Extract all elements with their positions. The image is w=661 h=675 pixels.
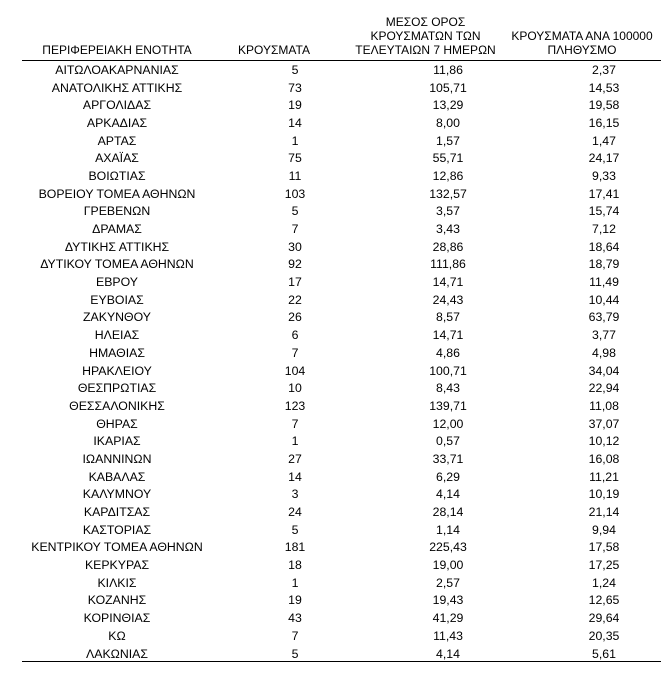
per100k-cell: 10,19 (588, 487, 620, 502)
region-cell: ΕΥΒΟΙΑΣ (90, 292, 144, 307)
table-row (22, 592, 661, 610)
avg7-cell: 2,57 (436, 575, 460, 590)
table-row (22, 450, 661, 468)
per100k-cell: 1,47 (592, 133, 616, 148)
per100k-cell: 5,61 (592, 646, 616, 661)
region-cell: ΔΥΤΙΚΗΣ ΑΤΤΙΚΗΣ (64, 239, 170, 254)
region-cell: ΙΩΑΝΝΙΝΩΝ (82, 451, 152, 466)
cases-cell: 7 (291, 416, 299, 431)
cases-cell: 1 (291, 133, 299, 148)
region-cell: ΗΡΑΚΛΕΙΟΥ (82, 363, 152, 378)
cases-cell: 22 (288, 292, 302, 307)
cases-cell: 19 (288, 593, 302, 608)
avg7-cell: 4,86 (436, 345, 460, 360)
region-cell: ΑΡΓΟΛΙΔΑΣ (82, 98, 152, 113)
avg7-cell: 19,43 (432, 593, 464, 608)
table-row (22, 79, 661, 97)
table-row (22, 556, 661, 574)
avg7-cell: 13,29 (432, 98, 464, 113)
avg7-cell: 41,29 (432, 611, 464, 626)
region-cell: ΓΡΕΒΕΝΩΝ (83, 204, 151, 219)
region-cell: ΘΕΣΠΡΩΤΙΑΣ (77, 381, 157, 396)
table-row (22, 379, 661, 397)
region-cell: ΒΟΡΕΙΟΥ ΤΟΜΕΑ ΑΘΗΝΩΝ (38, 186, 196, 201)
cases-cell: 1 (291, 434, 299, 449)
region-cell: ΗΜΑΘΙΑΣ (89, 345, 145, 360)
per100k-cell: 15,74 (588, 204, 620, 219)
cases-cell: 14 (288, 469, 302, 484)
table-row (22, 167, 661, 185)
cases-cell: 103 (284, 186, 306, 201)
region-cell: ΚΑΛΥΜΝΟΥ (82, 487, 152, 502)
per100k-cell: 10,44 (588, 292, 620, 307)
cases-cell: 11 (288, 168, 302, 183)
table-row (22, 539, 661, 557)
avg7-cell: 24,43 (432, 292, 464, 307)
per100k-cell: 12,65 (588, 593, 620, 608)
avg7-cell: 3,57 (436, 204, 460, 219)
per100k-cell: 19,58 (588, 98, 620, 113)
cases-cell: 75 (288, 151, 302, 166)
header-cases: ΚΡΟΥΣΜΑΤΑ (238, 43, 310, 57)
avg7-cell: 14,71 (432, 328, 464, 343)
avg7-cell: 6,29 (436, 469, 460, 484)
avg7-cell: 28,86 (432, 239, 464, 254)
per100k-cell: 16,08 (588, 451, 620, 466)
region-cell: ΚΙΛΚΙΣ (97, 575, 137, 590)
header-per-line-2: ΠΛΗΘΥΣΜΟ (547, 43, 617, 57)
cases-cell: 104 (284, 363, 306, 378)
per100k-cell: 11,21 (589, 469, 619, 484)
per100k-cell: 18,64 (588, 239, 620, 254)
table-row (22, 238, 661, 256)
per100k-cell: 3,77 (592, 328, 616, 343)
table-row (22, 291, 661, 309)
cases-cell: 14 (288, 115, 302, 130)
region-cell: ΔΥΤΙΚΟΥ ΤΟΜΕΑ ΑΘΗΝΩΝ (40, 257, 194, 272)
cases-cell: 1 (291, 575, 299, 590)
avg7-cell: 8,00 (436, 115, 460, 130)
table-row (22, 114, 661, 132)
cases-cell: 7 (291, 222, 299, 237)
table-row (22, 256, 661, 274)
region-cell: ΚΑΡΔΙΤΣΑΣ (83, 505, 151, 520)
table-row (22, 326, 661, 344)
cases-cell: 3 (291, 487, 299, 502)
cases-cell: 24 (288, 505, 302, 520)
cases-cell: 26 (288, 310, 302, 325)
avg7-cell: 33,71 (432, 451, 464, 466)
header-avg-line-3: ΤΕΛΕΥΤΑΙΩΝ 7 ΗΜΕΡΩΝ (355, 43, 496, 57)
table-row (22, 185, 661, 203)
avg7-cell: 100,71 (429, 363, 467, 378)
cases-cell: 5 (291, 646, 299, 661)
cases-cell: 181 (284, 540, 306, 555)
avg7-cell: 1,57 (436, 133, 460, 148)
region-cell: ΛΑΚΩΝΙΑΣ (86, 646, 148, 661)
region-cell: ΘΗΡΑΣ (96, 416, 138, 431)
per100k-cell: 14,53 (588, 80, 620, 95)
table-row (22, 362, 661, 380)
avg7-cell: 3,43 (436, 222, 460, 237)
avg7-cell: 132,57 (429, 186, 467, 201)
avg7-cell: 111,86 (430, 257, 466, 272)
cases-cell: 92 (288, 257, 302, 272)
cases-cell: 5 (291, 204, 299, 219)
header-avg-7-days (354, 15, 497, 57)
cases-cell: 7 (291, 345, 299, 360)
region-cell: ΑΝΑΤΟΛΙΚΗΣ ΑΤΤΙΚΗΣ (51, 80, 183, 95)
avg7-cell: 11,86 (433, 62, 463, 77)
avg7-cell: 55,71 (432, 151, 464, 166)
header-avg-line-2: ΚΡΟΥΣΜΑΤΩΝ ΤΩΝ (370, 29, 481, 43)
region-cell: ΚΟΡΙΝΘΙΑΣ (83, 611, 151, 626)
per100k-cell: 21,14 (588, 505, 620, 520)
table-row (22, 149, 661, 167)
table-row (22, 645, 661, 663)
cases-cell: 19 (288, 98, 302, 113)
per100k-cell: 11,49 (589, 275, 619, 290)
region-cell: ΚΟΖΑΝΗΣ (87, 593, 147, 608)
table-row (22, 468, 661, 486)
region-cell: ΑΙΤΩΛΟΑΚΑΡΝΑΝΙΑΣ (55, 62, 179, 77)
avg7-cell: 4,14 (436, 487, 460, 502)
cases-cell: 7 (291, 628, 299, 643)
table-row (22, 344, 661, 362)
per100k-cell: 2,37 (592, 62, 616, 77)
cases-cell: 43 (288, 611, 302, 626)
region-cell: ΚΩ (108, 628, 126, 643)
per100k-cell: 1,24 (592, 575, 616, 590)
region-cell: ΖΑΚΥΝΘΟΥ (83, 310, 151, 325)
avg7-cell: 8,43 (436, 381, 460, 396)
per100k-cell: 18,79 (588, 257, 620, 272)
table-row (22, 61, 661, 79)
avg7-cell: 19,00 (432, 558, 464, 573)
header-per-line-1: ΚΡΟΥΣΜΑΤΑ ΑΝΑ 100000 (511, 29, 653, 43)
region-cell: ΚΑΣΤΟΡΙΑΣ (82, 522, 152, 537)
table-row (22, 203, 661, 221)
per100k-cell: 34,04 (588, 363, 620, 378)
avg7-cell: 12,00 (432, 416, 464, 431)
per100k-cell: 9,94 (592, 522, 616, 537)
cases-cell: 73 (288, 80, 302, 95)
table-row (22, 415, 661, 433)
table-bottom-divider (22, 661, 661, 662)
cases-cell: 123 (284, 398, 306, 413)
table-row (22, 132, 661, 150)
header-avg-line-1: ΜΕΣΟΣ ΟΡΟΣ (385, 15, 466, 29)
per100k-cell: 17,58 (588, 540, 620, 555)
table-row (22, 220, 661, 238)
cases-cell: 17 (288, 275, 302, 290)
region-cell: ΙΚΑΡΙΑΣ (93, 434, 141, 449)
per100k-cell: 16,15 (588, 115, 620, 130)
region-cell: ΔΡΑΜΑΣ (92, 222, 142, 237)
per100k-cell: 4,98 (592, 345, 616, 360)
table-row (22, 503, 661, 521)
table-row (22, 273, 661, 291)
cases-cell: 18 (288, 558, 302, 573)
per100k-cell: 10,12 (588, 434, 620, 449)
per100k-cell: 29,64 (588, 611, 620, 626)
region-cell: ΚΑΒΑΛΑΣ (88, 469, 146, 484)
avg7-cell: 11,43 (433, 628, 463, 643)
avg7-cell: 8,57 (436, 310, 460, 325)
per100k-cell: 9,33 (592, 168, 616, 183)
per100k-cell: 37,07 (588, 416, 620, 431)
per100k-cell: 11,08 (589, 398, 619, 413)
avg7-cell: 14,71 (432, 275, 464, 290)
per100k-cell: 63,79 (588, 310, 620, 325)
region-cell: ΚΕΡΚΥΡΑΣ (84, 558, 150, 573)
avg7-cell: 28,14 (432, 505, 464, 520)
avg7-cell: 105,71 (429, 80, 467, 95)
table-row (22, 521, 661, 539)
table-row (22, 609, 661, 627)
cases-cell: 30 (288, 239, 302, 254)
cases-cell: 10 (288, 381, 302, 396)
table-row (22, 486, 661, 504)
region-cell: ΚΕΝΤΡΙΚΟΥ ΤΟΜΕΑ ΑΘΗΝΩΝ (31, 540, 203, 555)
per100k-cell: 17,25 (588, 558, 620, 573)
cases-cell: 5 (291, 62, 299, 77)
header-per-100k (503, 29, 661, 57)
region-cell: ΑΧΑΪΑΣ (95, 151, 139, 166)
region-cell: ΗΛΕΙΑΣ (94, 328, 140, 343)
table-row (22, 96, 661, 114)
header-region: ΠΕΡΙΦΕΡΕΙΑΚΗ ΕΝΟΤΗΤΑ (42, 43, 192, 57)
cases-cell: 27 (288, 451, 302, 466)
region-cell: ΘΕΣΣΑΛΟΝΙΚΗΣ (69, 398, 165, 413)
per100k-cell: 22,94 (588, 381, 620, 396)
avg7-cell: 0,57 (436, 434, 460, 449)
avg7-cell: 4,14 (436, 646, 460, 661)
per100k-cell: 17,41 (588, 186, 620, 201)
avg7-cell: 12,86 (432, 168, 464, 183)
table-row (22, 627, 661, 645)
avg7-cell: 1,14 (436, 522, 460, 537)
avg7-cell: 225,43 (429, 540, 467, 555)
region-cell: ΒΟΙΩΤΙΑΣ (88, 168, 146, 183)
per100k-cell: 24,17 (588, 151, 620, 166)
table-row (22, 574, 661, 592)
region-cell: ΕΒΡΟΥ (96, 275, 138, 290)
cases-cell: 5 (291, 522, 299, 537)
cases-cell: 6 (291, 328, 299, 343)
table-row (22, 397, 661, 415)
per100k-cell: 7,12 (592, 222, 616, 237)
table-row (22, 309, 661, 327)
table-body (22, 61, 661, 662)
table-row (22, 432, 661, 450)
region-cell: ΑΡΤΑΣ (97, 133, 137, 148)
region-cell: ΑΡΚΑΔΙΑΣ (86, 115, 148, 130)
avg7-cell: 139,71 (429, 398, 467, 413)
per100k-cell: 20,35 (588, 628, 620, 643)
